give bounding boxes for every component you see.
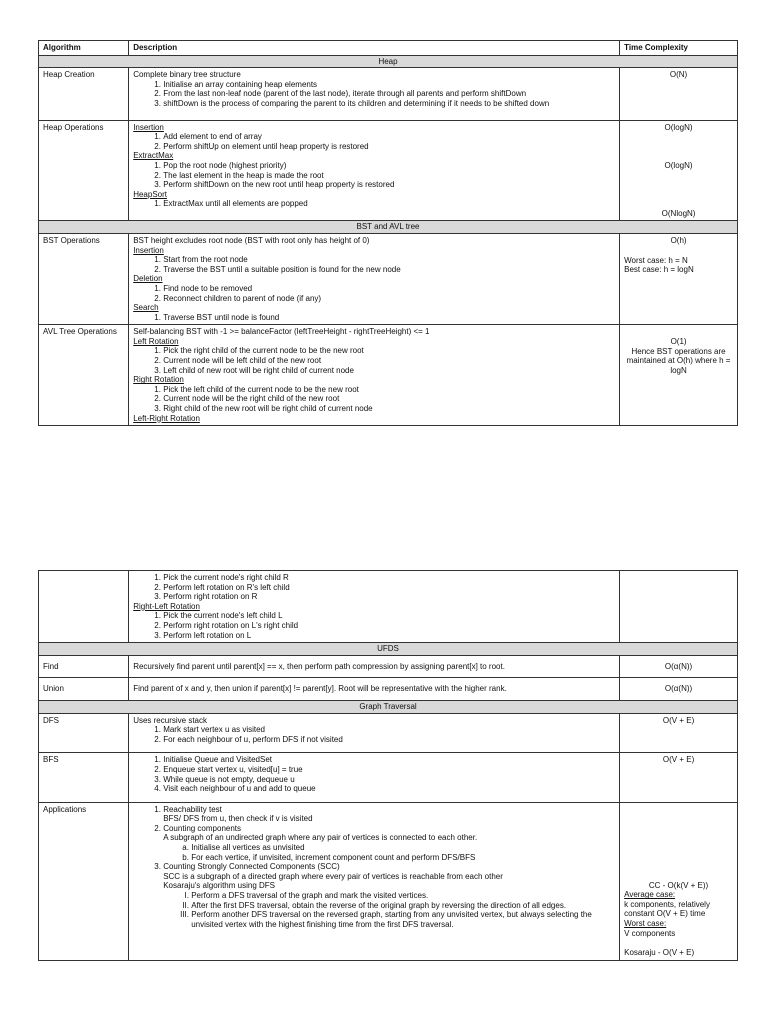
complexity: CC - O(k(V + E)) Average case: k components, relatively constant O(V + E) time Worst case: V components Kosaraju - O(V + E) bbox=[620, 802, 738, 960]
description: Complete binary tree structure 1. Initialise an array containing heap elements 2. From the last non-leaf node (parent of the last node), iterate through all parents and perform shiftDown 3. shiftDown is the process of comparing the parent to its children and determining if it needs to be shifted down bbox=[129, 68, 620, 120]
steps-list: 1. Initialise an array containing heap elements 2. From the last non-leaf node (parent of the last node), iterate through all parents and perform shiftDown 3. shiftDown is the process of comparing the parent to its children and determining if it needs to be shifted down bbox=[133, 80, 615, 109]
description: 1. Pick the current node's right child R 2. Perform left rotation on R's left child 3. Perform right rotation on R Right-Left Rotation 1. Pick the current node's left child L 2. Perform right rotation on L's right child 3. Perform left rotation on L bbox=[129, 571, 620, 643]
section-heap: Heap bbox=[39, 55, 738, 68]
complexity: O(h) Worst case: h = N Best case: h = logN bbox=[620, 233, 738, 324]
subheading-heapsort: HeapSort bbox=[133, 189, 167, 199]
complexity: O(V + E) bbox=[620, 713, 738, 753]
subheading-extractmax: ExtractMax bbox=[133, 151, 174, 161]
algo-name: Heap Operations bbox=[39, 120, 129, 221]
row-avl-continued bbox=[39, 571, 738, 643]
complexity: O(1) Hence BST operations are maintained at O(h) where h = logN bbox=[620, 325, 738, 426]
complexity: O(V + E) bbox=[620, 753, 738, 802]
algo-name: Heap Creation bbox=[39, 68, 129, 120]
row-find bbox=[39, 655, 738, 678]
complexity: O(logN) O(logN) O(NlogN) bbox=[620, 120, 738, 221]
row-union bbox=[39, 678, 738, 701]
complexity: O(α(N)) bbox=[620, 655, 738, 678]
header-row bbox=[39, 41, 738, 56]
section-ufds: UFDS bbox=[39, 643, 738, 656]
description: Self-balancing BST with -1 >= balanceFactor (leftTreeHeight - rightTreeHeight) <= 1 Left Rotation 1. Pick the right child of the current node to be the new root 2. Current node will be left child of the new root 3. Left child of new root will be right child of current node Right Rotation 1. Pick the left child of the current node to be the new root 2. Current node will be the right child of the new root 3. Right child of the new root will be right child of current node Left-Right Rotation bbox=[129, 325, 620, 426]
section-bst: BST and AVL tree bbox=[39, 221, 738, 234]
section-graph: Graph Traversal bbox=[39, 700, 738, 713]
description: 1. Initialise Queue and VisitedSet 2. Enqueue start vertex u, visited[u] = true 3. While queue is not empty, dequeue u 4. Visit each neighbour of u and add to queue bbox=[129, 753, 620, 802]
algo-name: Find bbox=[39, 655, 129, 678]
row-bfs bbox=[39, 753, 738, 802]
algo-name: Applications bbox=[39, 802, 129, 960]
description: Insertion 1. Add element to end of array 2. Perform shiftUp on element until heap property is restored ExtractMax 1. Pop the root node (highest priority) 2. The last element in the heap is made the root 3. Perform shiftDown on the new root until heap property is restored HeapSort 1. ExtractMax until all elements are popped bbox=[129, 120, 620, 221]
row-bst-operations bbox=[39, 233, 738, 324]
table-page-2 bbox=[38, 570, 738, 961]
algo-name: DFS bbox=[39, 713, 129, 753]
row-avl-operations bbox=[39, 325, 738, 426]
row-applications bbox=[39, 802, 738, 960]
header-description: Description bbox=[129, 41, 620, 56]
algo-name: BFS bbox=[39, 753, 129, 802]
complexity: O(N) bbox=[620, 68, 738, 120]
row-dfs bbox=[39, 713, 738, 753]
description: BST height excludes root node (BST with root only has height of 0) Insertion 1. Start from the root node 2. Traverse the BST until a suitable position is found for the new node Deletion 1. Find node to be removed 2. Reconnect children to parent of node (if any) Search 1. Traverse BST until node is found bbox=[129, 233, 620, 324]
description: 1. Reachability test BFS/ DFS from u, then check if v is visited 2. Counting components A subgraph of an undirected graph where any pair of vertices is connected to each other. a. Initialise all vertices as unvisited b. For each vertice, if unvisited, increment component count and perform DFS/BFS 3. Counting Strongly Connected Components (SCC) SCC is a subgraph of a directed graph where every pair of vertices is reachable from each other Kosaraju's algorithm using DFS I. Perform a DFS traversal of the graph and mark the visited vertices. II. After the first DFS traversal, obtain the reverse of the original graph by reversing the direction of all edges. III. Perform another DFS traversal on the reversed graph, starting from any unvisited vertex, but always selecting the unvisited vertex with the highest finishing time from the first DFS traversal. bbox=[129, 802, 620, 960]
subheading-insertion: Insertion bbox=[133, 122, 164, 132]
description: Uses recursive stack 1. Mark start vertex u as visited 2. For each neighbour of u, perform DFS if not visited bbox=[129, 713, 620, 753]
algo-name: AVL Tree Operations bbox=[39, 325, 129, 426]
row-heap-operations bbox=[39, 120, 738, 221]
algo-name: BST Operations bbox=[39, 233, 129, 324]
header-time-complexity: Time Complexity bbox=[620, 41, 738, 56]
complexity: O(α(N)) bbox=[620, 678, 738, 701]
algo-name: Union bbox=[39, 678, 129, 701]
description: Find parent of x and y, then union if parent[x] != parent[y]. Root will be representative with the higher rank. bbox=[129, 678, 620, 701]
table-page-1 bbox=[38, 40, 738, 426]
row-heap-creation bbox=[39, 68, 738, 120]
header-algorithm: Algorithm bbox=[39, 41, 129, 56]
description: Recursively find parent until parent[x] == x, then perform path compression by assigning parent[x] to root. bbox=[129, 655, 620, 678]
